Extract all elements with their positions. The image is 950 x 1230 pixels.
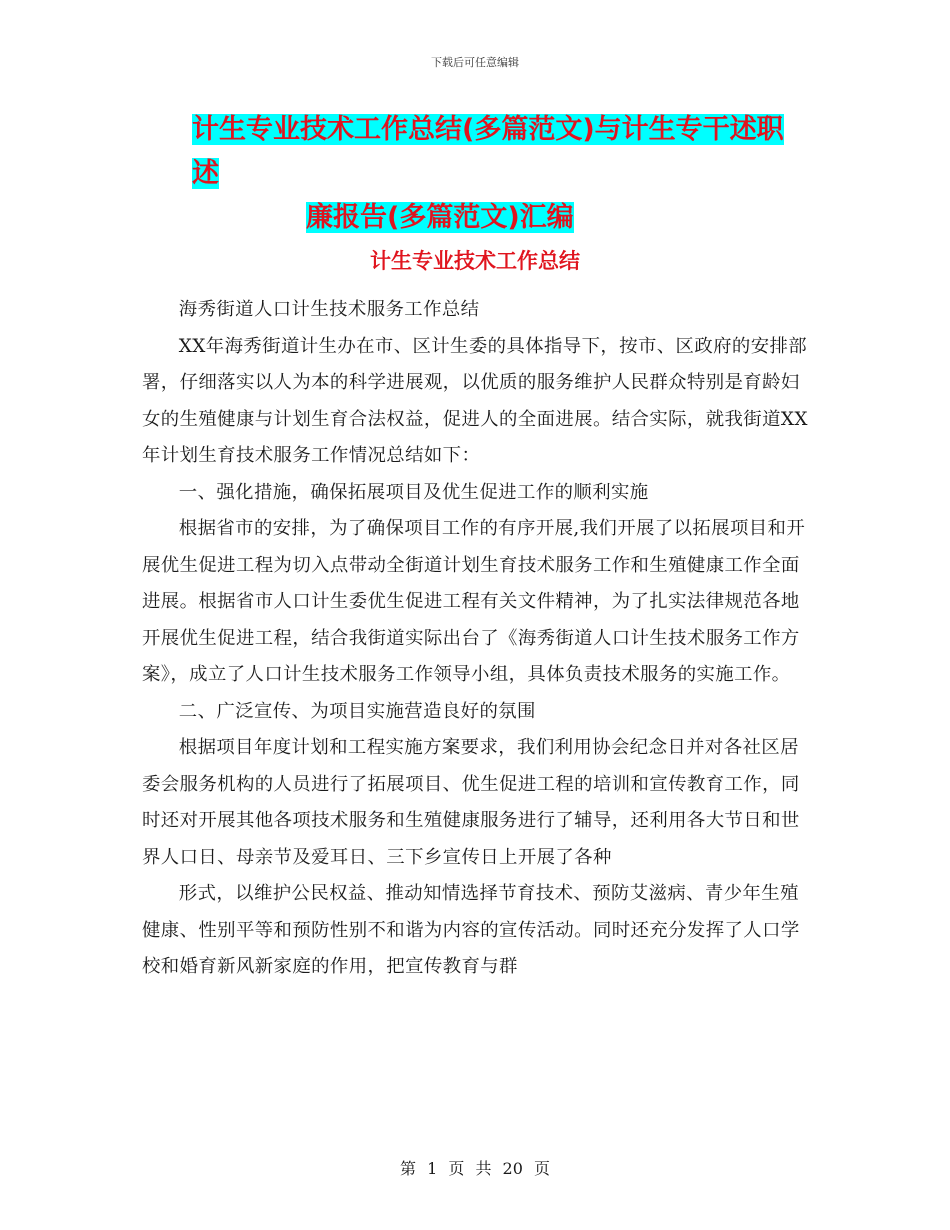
header-note: 下载后可任意编辑 — [431, 56, 519, 69]
document-title — [145, 108, 810, 240]
page-number-footer: 第 1 页 共 20 页 — [400, 1159, 550, 1178]
paragraph-body-3: 形式，以维护公民权益、推动知情选择节育技术、预防艾滋病、青少年生殖健康、性别平等和预防性别不和谐为内容的宣传活动。同时还充分发挥了人口学校和婚育新风新家庭的作用，把宣传教育与群 — [142, 883, 800, 977]
paragraph-intro: XX年海秀街道计生办在市、区计生委的具体指导下，按市、区政府的安排部署，仔细落实以人为本的科学进展观，以优质的服务维护人民群众特别是育龄妇女的生殖健康与计划生育合法权益，促进人的全面进展。结合实际，就我街道XX年计划生育技术服务工作情况总结如下： — [142, 335, 808, 466]
title-line-1-text: 计生专业技术工作总结(多篇范文)与计生专干述职述 — [192, 114, 784, 189]
document-body — [142, 292, 810, 986]
paragraph-body-2: 根据项目年度计划和工程实施方案要求，我们利用协会纪念日并对各社区居委会服务机构的人员进行了拓展项目、优生促进工程的培训和宣传教育工作，同时还对开展其他各项技术服务和生殖健康服务进行了辅导，还利用各大节日和世界人口日、母亲节及爱耳日、三下乡宣传日上开展了各种 — [142, 737, 800, 868]
title-line-2-text: 廉报告(多篇范文)汇编 — [306, 202, 574, 233]
paragraph-heading-1: 一、强化措施，确保拓展项目及优生促进工作的顺利实施 — [178, 481, 649, 503]
document-title-line-2 — [145, 196, 810, 240]
paragraph-subtitle: 海秀街道人口计生技术服务工作总结 — [178, 299, 480, 320]
document-title-line-1 — [145, 108, 810, 196]
section-title: 计生专业技术工作总结 — [370, 249, 580, 273]
paragraph-body-1: 根据省市的安排，为了确保项目工作的有序开展,我们开展了以拓展项目和开展优生促进工程为切入点带动全街道计划生育技术服务工作和生殖健康工作全面进展。根据省市人口计生委优生促进工程有关文件精神，为了扎实法律规范各地开展优生促进工程，结合我街道实际出台了《海秀街道人口计生技术服务工作方案》，成立了人口计生技术服务工作领导小组，具体负责技术服务的实施工作。 — [142, 518, 806, 685]
paragraph-heading-2: 二、广泛宣传、为项目实施营造良好的氛围 — [178, 700, 536, 722]
